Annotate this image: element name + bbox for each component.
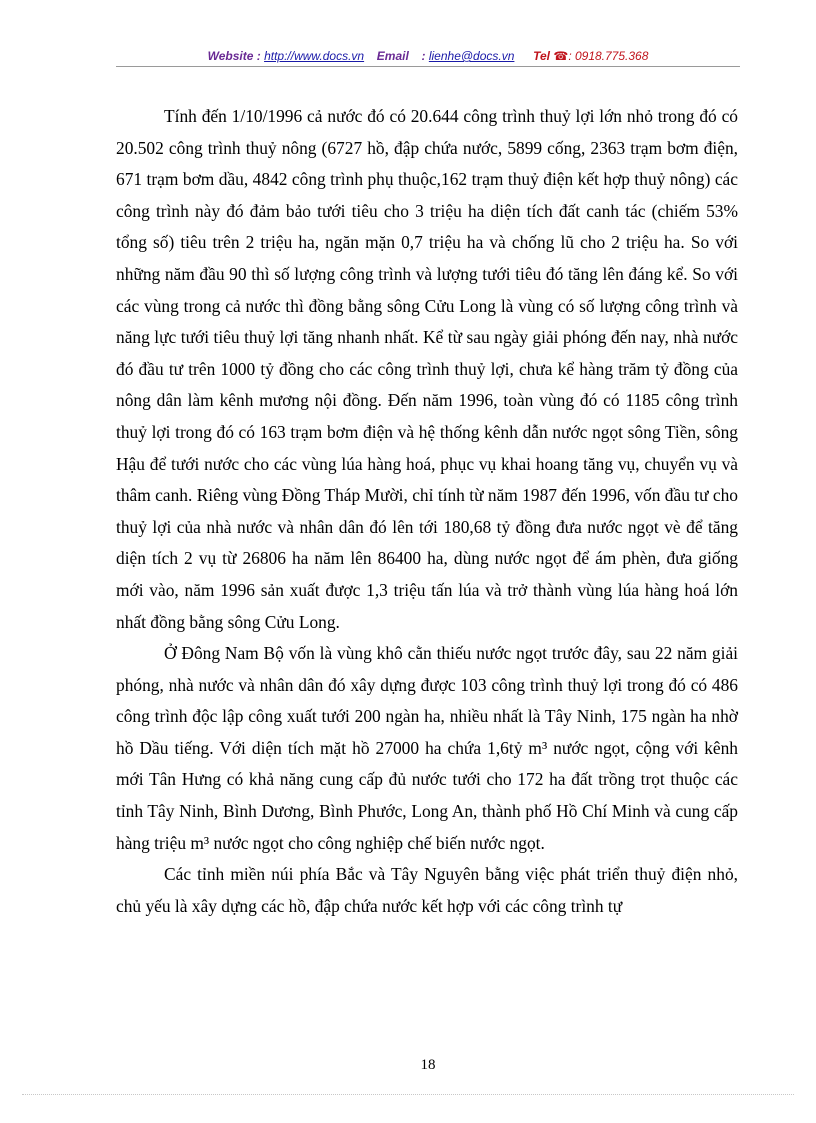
page-header: [116, 48, 740, 64]
document-body: [116, 101, 738, 922]
website-label: Website :: [207, 49, 261, 63]
header-divider: [116, 66, 740, 67]
tel-value: : 0918.775.368: [568, 49, 649, 63]
phone-icon: ☎: [553, 49, 569, 63]
page-number: 18: [420, 1057, 436, 1073]
website-link[interactable]: http://www.docs.vn: [264, 49, 365, 63]
paragraph-3: Các tỉnh miền núi phía Bắc và Tây Nguyên bằng việc phát triển thuỷ điện nhỏ, chủ yếu là xây dựng các hồ, đập chứa nước kết hợp với các công trình tự: [116, 864, 738, 916]
footer-divider: [22, 1094, 794, 1095]
email-colon: :: [421, 49, 426, 63]
tel-label: Tel: [533, 49, 551, 63]
paragraph-2: Ở Đông Nam Bộ vốn là vùng khô cằn thiếu nước ngọt trước đây, sau 22 năm giải phóng, nhà nước và nhân dân đó xây dựng được 103 công trình thuỷ lợi trong đó có 486 công trình độc lập công xuất tưới 200 ngàn ha, nhiều nhất là Tây Ninh, 175 ngàn ha nhờ hồ Dầu tiếng. Với diện tích mặt hồ 27000 ha chứa 1,6tỷ m³ nước ngọt, cộng với kênh mới Tân Hưng có khả năng cung cấp đủ nước tưới cho 172 ha đất trồng trọt thuộc các tỉnh Tây Ninh, Bình Dương, Bình Phước, Long An, thành phố Hồ Chí Minh và cung cấp hàng triệu m³ nước ngọt cho công nghiệp chế biến nước ngọt.: [116, 643, 738, 853]
paragraph-1: Tính đến 1/10/1996 cả nước đó có 20.644 công trình thuỷ lợi lớn nhỏ trong đó có 20.502 công trình thuỷ nông (6727 hồ, đập chứa nước, 5899 cống, 2363 trạm bơm điện, 671 trạm bơm dầu, 4842 công trình phụ thuộc,162 trạm thuỷ điện kết hợp thuỷ nông) các công trình này đó đảm bảo tưới tiêu cho 3 triệu ha diện tích đất canh tác (chiếm 53% tổng số) tiêu trên 2 triệu ha, ngăn mặn 0,7 triệu ha và chống lũ cho 2 triệu ha. So với những năm đầu 90 thì số lượng công trình và lượng tưới tiêu đó tăng lên đáng kể. So với các vùng trong cả nước thì đồng bằng sông Cửu Long là vùng có số lượng công trình và năng lực tưới tiêu thuỷ lợi tăng nhanh nhất. Kể từ sau ngày giải phóng đến nay, nhà nước đó đầu tư trên 1000 tỷ đồng cho các công trình thuỷ lợi, chưa kể hàng trăm tỷ đồng của nông dân làm kênh mương nội đồng. Đến năm 1996, toàn vùng đó có 1185 công trình thuỷ lợi trong đó có 163 trạm bơm điện và hệ thống kênh dẫn nước ngọt sông Tiền, sông Hậu để tưới nước cho các vùng lúa hàng hoá, phục vụ khai hoang tăng vụ, chuyển vụ và thâm canh. Riêng vùng Đồng Tháp Mười, chỉ tính từ năm 1987 đến 1996, vốn đầu tư cho thuỷ lợi của nhà nước và nhân dân đó lên tới 180,68 tỷ đồng đưa nước ngọt vè để tăng diện tích 2 vụ từ 26806 ha năm lên 86400 ha, dùng nước ngọt để ám phèn, đưa giống mới vào, năm 1996 sản xuất được 1,3 triệu tấn lúa và trở thành vùng lúa hàng hoá lớn nhất đồng bằng sông Cửu Long.: [116, 106, 738, 632]
email-label: Email: [376, 49, 409, 63]
email-link[interactable]: lienhe@docs.vn: [428, 49, 515, 63]
